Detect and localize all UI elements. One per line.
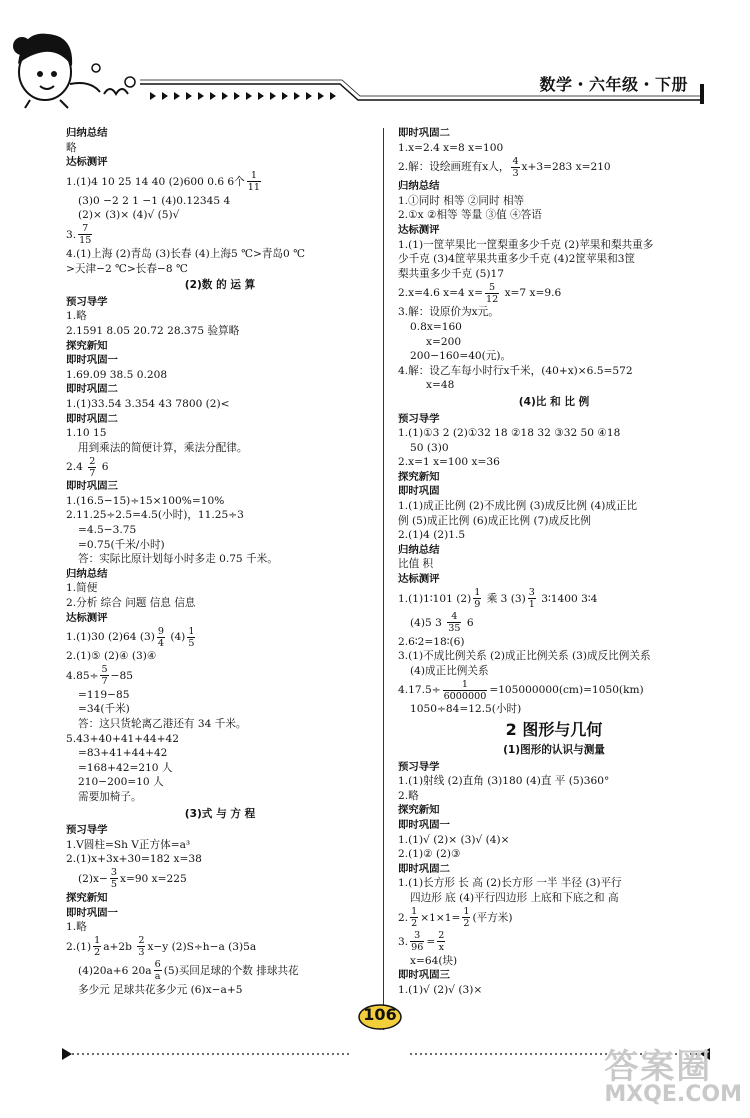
answer-line: =34(千米) bbox=[78, 703, 130, 716]
watermark bbox=[604, 1047, 742, 1107]
answer-text: 2.4 bbox=[66, 461, 83, 474]
answer-line: 1.(1)射线 (2)直角 (3)180 (4)直 平 (5)360° bbox=[398, 775, 610, 788]
answer-text: ×1×1= bbox=[420, 911, 461, 924]
answer-text: =105000000(cm)=1050(km) bbox=[489, 684, 644, 697]
section-label: 即时巩固二 bbox=[66, 412, 118, 425]
fraction-denominator: 7 bbox=[89, 467, 96, 479]
answer-text: 乘 3 (3) bbox=[486, 592, 526, 605]
fraction-denominator: 4 bbox=[157, 637, 164, 649]
section-label: 预习导学 bbox=[66, 295, 108, 308]
fraction-numerator: 4 bbox=[512, 155, 519, 167]
answer-line: 2.(1)⑤ (2)④ (3)④ bbox=[66, 650, 157, 663]
watermark-url: MXQE.COM bbox=[604, 1082, 742, 1107]
fraction-denominator: 5 bbox=[188, 637, 195, 649]
answer-line bbox=[66, 625, 374, 649]
answer-line: =4.5−3.75 bbox=[78, 524, 137, 537]
answer-line: 略 bbox=[66, 141, 77, 154]
section-label: 探究新知 bbox=[398, 470, 440, 483]
fraction-denominator: 2 bbox=[463, 918, 470, 930]
answer-line: (4)成正比例关系 bbox=[410, 664, 489, 677]
fraction-denominator: 15 bbox=[79, 235, 92, 247]
fraction-numerator: 3 bbox=[410, 930, 424, 942]
answer-line: 210−200=10 人 bbox=[78, 776, 164, 789]
answer-text: 2.(1) bbox=[66, 940, 92, 953]
answer-line bbox=[398, 678, 710, 702]
section-label: 达标测评 bbox=[398, 223, 440, 236]
answer-line: 1.(1)√ (2)√ (3)× bbox=[398, 983, 483, 996]
fraction bbox=[78, 223, 92, 246]
answer-line: 四边形 底 (4)平行四边形 上底和下底之和 高 bbox=[410, 891, 619, 904]
answer-line: 2.(1)x+3x+30=182 x=38 bbox=[66, 853, 202, 866]
page-header bbox=[0, 0, 750, 112]
fraction-denominator: 12 bbox=[485, 293, 499, 305]
fraction-denominator: 7 bbox=[101, 676, 108, 688]
fraction bbox=[137, 935, 145, 958]
answer-line: 1.(1)长方形 长 高 (2)长方形 一半 半径 (3)平行 bbox=[398, 877, 622, 890]
fraction bbox=[528, 587, 536, 610]
answer-text: x=90 x=225 bbox=[119, 872, 187, 885]
answer-text: (平方米) bbox=[472, 911, 513, 924]
answer-text: 3. bbox=[66, 228, 77, 241]
fraction-denominator: 3 bbox=[138, 947, 145, 959]
fraction bbox=[437, 930, 445, 953]
answer-line: 梨共重多少千克 (5)17 bbox=[398, 267, 505, 280]
fraction-denominator: a bbox=[154, 971, 161, 983]
section-label: 即时巩固二 bbox=[398, 862, 450, 875]
answer-text: (5)买回足球的个数 排球共花 bbox=[163, 964, 299, 977]
section-label: 达标测评 bbox=[66, 156, 108, 169]
section-label: 即时巩固一 bbox=[66, 906, 118, 919]
answer-line: 1.简便 bbox=[66, 582, 98, 595]
fraction-numerator: 7 bbox=[78, 223, 92, 235]
fraction-denominator: 1 bbox=[528, 599, 535, 611]
answer-line: 1.(1)①3 2 (2)①32 18 ②18 32 ③32 50 ④18 bbox=[398, 427, 621, 440]
answer-line: 答：这只货轮离乙港还有 34 千米。 bbox=[78, 718, 247, 730]
fraction-numerator: 2 bbox=[138, 935, 145, 947]
fraction-numerator: 1 bbox=[188, 625, 195, 637]
answer-line: 1.(1)√ (2)× (3)√ (4)× bbox=[398, 833, 510, 846]
answer-line: x=64(块) bbox=[410, 954, 458, 967]
right-column bbox=[398, 126, 710, 997]
section-label: 即时巩固一 bbox=[66, 354, 118, 367]
fraction-numerator: 3 bbox=[110, 867, 117, 879]
answer-line: 1.V圆柱=Sh V正方体=a³ bbox=[66, 838, 191, 851]
section-label: 即时巩固二 bbox=[398, 127, 450, 139]
section-label: 预习导学 bbox=[66, 824, 108, 837]
answer-line: 50 (3)0 bbox=[410, 441, 449, 454]
answer-line: 1.69.09 38.5 0.208 bbox=[66, 368, 168, 381]
fraction-numerator: 9 bbox=[157, 625, 164, 637]
answer-line bbox=[398, 611, 710, 635]
fraction-numerator: 5 bbox=[101, 664, 108, 676]
fraction bbox=[247, 170, 261, 193]
section-label: 归纳总结 bbox=[66, 567, 108, 580]
answer-line: 2.6∶2=18∶(6) bbox=[398, 635, 465, 648]
answer-text: 4.17.5÷ bbox=[398, 684, 441, 697]
header-title: 数学・六年级・下册 bbox=[539, 75, 688, 94]
answer-line: 2.(1)4 (2)1.5 bbox=[398, 529, 466, 542]
answer-text: x−y (2)S÷h−a (3)5a bbox=[147, 940, 257, 953]
answer-line: 2.分析 综合 问题 信息 信息 bbox=[66, 597, 196, 610]
answer-line: 1.10 15 bbox=[66, 427, 107, 440]
answer-line: 1.①同时 相等 ②同时 相等 bbox=[398, 194, 525, 207]
answer-text: (4)5 3 bbox=[410, 616, 442, 629]
answer-line bbox=[398, 906, 710, 930]
answer-line: 1.(16.5−15)÷15×100%=10% bbox=[66, 494, 225, 507]
fraction bbox=[157, 626, 165, 649]
answer-line: 1.(1)一筐苹果比一筐梨重多少千克 (2)苹果和梨共重多 bbox=[398, 238, 654, 251]
answer-line bbox=[66, 935, 374, 959]
answer-line bbox=[398, 587, 710, 611]
answer-line: 2.x=1 x=100 x=36 bbox=[398, 456, 500, 469]
header-decoration bbox=[0, 0, 750, 112]
answer-line bbox=[66, 867, 374, 891]
fraction bbox=[473, 587, 481, 610]
answer-line: 5.43+40+41+44+42 bbox=[66, 732, 180, 745]
answer-line: 比值 积 bbox=[398, 558, 434, 571]
fraction-numerator: 6 bbox=[154, 959, 161, 971]
answer-line: 2.①x ②相等 等量 ③值 ④答语 bbox=[398, 209, 542, 222]
fraction bbox=[410, 930, 424, 953]
answer-line: 用到乘法的简便计算，乘法分配律。 bbox=[78, 441, 248, 454]
section-label: 即时巩固 bbox=[398, 485, 440, 498]
answer-line bbox=[66, 455, 374, 479]
answer-text: (4)20a+6 20a bbox=[78, 964, 152, 977]
fraction bbox=[447, 611, 461, 634]
answer-line: 1050÷84=12.5(小时) bbox=[410, 703, 522, 716]
answer-line: =119−85 bbox=[78, 688, 130, 701]
answer-line: 答：实际比原计划每小时多走 0.75 千米。 bbox=[78, 553, 278, 566]
section-label: 预习导学 bbox=[398, 760, 440, 773]
answer-text: x+3=283 x=210 bbox=[521, 161, 611, 174]
answer-line: 1.(1)成正比例 (2)不成比例 (3)成反比例 (4)成正比 bbox=[398, 500, 638, 513]
fraction-numerator: 2 bbox=[438, 930, 445, 942]
fraction bbox=[443, 679, 488, 702]
answer-line: =168+42=210 人 bbox=[78, 761, 173, 774]
fraction bbox=[110, 867, 118, 890]
fraction-numerator: 2 bbox=[89, 455, 96, 467]
answer-line: 1.略 bbox=[66, 921, 87, 934]
section-label: 探究新知 bbox=[66, 891, 108, 904]
answer-line bbox=[66, 170, 374, 194]
fraction-numerator: 1 bbox=[474, 587, 481, 599]
answer-line: 0.8x=160 bbox=[410, 320, 462, 333]
answer-line: 2.1591 8.05 20.72 28.375 验算略 bbox=[66, 324, 240, 337]
answer-line: x=200 bbox=[426, 335, 462, 348]
answer-line: 4.(1)上海 (2)青岛 (3)长春 (4)上海5 ℃>青岛0 ℃ bbox=[66, 247, 305, 260]
fraction-numerator: 1 bbox=[411, 906, 418, 918]
answer-line bbox=[66, 223, 374, 247]
fraction-denominator: 2 bbox=[411, 918, 418, 930]
fraction bbox=[93, 935, 101, 958]
fraction-denominator: 11 bbox=[247, 182, 260, 194]
answer-text: x=7 x=9.6 bbox=[504, 287, 562, 300]
answer-text: 1.(1)30 (2)64 (3) bbox=[66, 631, 155, 644]
fraction-numerator: 1 bbox=[463, 906, 470, 918]
answer-text: 2.x=4.6 x=4 x= bbox=[398, 287, 483, 300]
answer-line: 3.解：设原价为x元。 bbox=[398, 306, 499, 319]
answer-line: (3)0 −2 2 1 −1 (4)0.12345 4 bbox=[78, 194, 231, 207]
answer-line: 1.x=2.4 x=8 x=100 bbox=[398, 141, 504, 154]
answer-text: 2.解：设绘画班有x人， bbox=[398, 161, 510, 174]
fraction-numerator: 4 bbox=[447, 611, 461, 623]
girl-mascot-icon bbox=[13, 34, 100, 108]
answer-line: 多少元 足球共花多少元 (6)x−a+5 bbox=[78, 983, 243, 996]
section-label: 达标测评 bbox=[66, 611, 108, 624]
answer-text: (2)x− bbox=[78, 872, 108, 885]
section-heading: (1)图形的认识与测量 bbox=[503, 744, 605, 756]
answer-text: 2. bbox=[398, 911, 409, 924]
section-label: 归纳总结 bbox=[398, 543, 440, 556]
answer-line: 例 (5)成正比例 (6)成正比例 (7)成反比例 bbox=[398, 514, 591, 527]
fraction-denominator: 35 bbox=[448, 623, 461, 635]
section-label: 预习导学 bbox=[398, 412, 440, 425]
fraction bbox=[462, 906, 470, 929]
section-label: 达标测评 bbox=[398, 573, 440, 586]
answer-line bbox=[66, 959, 374, 983]
fraction-denominator: x bbox=[438, 942, 444, 954]
section-heading: (4)比 和 比 例 bbox=[518, 395, 590, 408]
fraction-numerator: 1 bbox=[247, 170, 261, 182]
fraction-numerator: 3 bbox=[528, 587, 535, 599]
answer-line: (2)× (3)× (4)√ (5)√ bbox=[78, 209, 180, 222]
fraction-denominator: 2 bbox=[94, 947, 101, 959]
fraction bbox=[154, 959, 162, 982]
answer-line: 3.(1)不成比例关系 (2)成正比例关系 (3)成反比例关系 bbox=[398, 650, 651, 663]
left-column bbox=[66, 126, 374, 997]
answer-text: 6 bbox=[101, 461, 109, 474]
answer-text: 1.(1)4 10 25 14 40 (2)600 0.6 6个 bbox=[66, 175, 245, 188]
section-label: 即时巩固二 bbox=[66, 383, 118, 396]
fraction-denominator: 96 bbox=[411, 942, 424, 954]
answer-line bbox=[398, 155, 710, 179]
section-label: 探究新知 bbox=[398, 804, 440, 817]
answer-line: 需要加椅子。 bbox=[78, 790, 142, 803]
answer-line bbox=[398, 930, 710, 954]
answer-text: 6 bbox=[466, 616, 474, 629]
fraction bbox=[100, 664, 108, 687]
section-label: 探究新知 bbox=[66, 339, 108, 352]
column-divider bbox=[383, 128, 384, 1030]
section-heading: (3)式 与 方 程 bbox=[184, 807, 256, 820]
answer-line: 1.略 bbox=[66, 310, 87, 323]
section-label: 归纳总结 bbox=[398, 180, 440, 193]
answer-line: 2.略 bbox=[398, 789, 419, 802]
section-label: 归纳总结 bbox=[66, 127, 108, 139]
fraction bbox=[187, 626, 195, 649]
answer-line: =83+41+44+42 bbox=[78, 747, 168, 760]
fraction-denominator: 3 bbox=[512, 167, 519, 179]
answer-line: 少千克 (3)4筐苹果共重多少千克 (4)2筐苹果和3筐 bbox=[398, 253, 636, 266]
fraction bbox=[511, 156, 519, 179]
answer-line: 1.(1)33.54 3.354 43 7800 (2)< bbox=[66, 397, 230, 410]
fraction-numerator: 1 bbox=[443, 679, 488, 691]
fraction bbox=[410, 906, 418, 929]
chevron-row-decoration bbox=[150, 92, 336, 100]
answer-line bbox=[398, 281, 710, 305]
fraction-numerator: 5 bbox=[485, 282, 499, 294]
answer-text: 4.85÷ bbox=[66, 669, 99, 682]
section-label: 即时巩固三 bbox=[66, 480, 118, 493]
answer-line: x=48 bbox=[426, 379, 455, 392]
page-number: 106 bbox=[363, 1005, 397, 1024]
answer-text: 1.(1)1∶101 (2) bbox=[398, 592, 472, 605]
section-heading: (2)数 的 运 算 bbox=[184, 279, 256, 292]
fraction-denominator: 6000000 bbox=[443, 690, 487, 702]
fraction-denominator: 5 bbox=[110, 879, 117, 891]
answer-text: a+2b bbox=[103, 940, 132, 953]
answer-text: 3∶1400 3∶4 bbox=[541, 592, 598, 605]
fraction-numerator: 1 bbox=[94, 935, 101, 947]
answer-text: = bbox=[426, 935, 436, 948]
answer-text: 3. bbox=[398, 935, 409, 948]
watermark-text: 答案圈 bbox=[604, 1047, 713, 1087]
answer-line: =0.75(千米/小时) bbox=[78, 538, 165, 551]
answer-line: 2.11.25÷2.5=4.5(小时)，11.25÷3 bbox=[66, 509, 244, 522]
answer-line: >天津−2 ℃>长春−8 ℃ bbox=[66, 262, 188, 275]
answer-line: 200−160=40(元)。 bbox=[410, 350, 512, 363]
section-label: 即时巩固一 bbox=[398, 818, 450, 831]
fraction-denominator: 9 bbox=[474, 599, 481, 611]
answer-text: (4) bbox=[170, 631, 186, 644]
answer-text: −85 bbox=[110, 669, 133, 682]
answer-line: 4.解：设乙车每小时行x千米，(40+x)×6.5=572 bbox=[398, 364, 633, 377]
answer-line bbox=[66, 664, 374, 688]
section-label: 即时巩固三 bbox=[398, 969, 450, 982]
fraction bbox=[88, 456, 96, 479]
answer-line: 2.(1)② (2)③ bbox=[398, 848, 461, 861]
fraction bbox=[485, 282, 499, 305]
chapter-heading: 2 图形与几何 bbox=[505, 720, 603, 739]
